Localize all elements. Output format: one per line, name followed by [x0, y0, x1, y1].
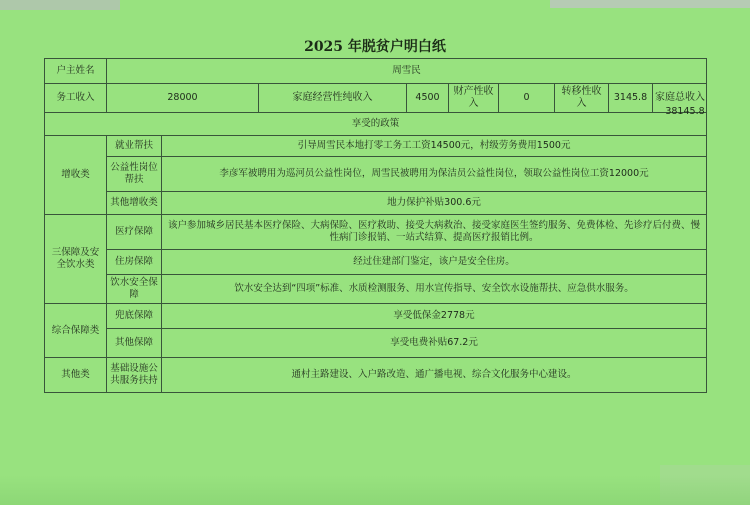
- policy-label: 公益性岗位帮扶: [107, 157, 162, 192]
- policy-label: 基础设施公共服务扶持: [107, 358, 162, 393]
- category-increase: 增收类: [45, 136, 107, 215]
- policy-content: 通村主路建设、入户路改造、通广播电视、综合文化服务中心建设。: [162, 358, 707, 393]
- family-income-label: 家庭经营性纯收入: [259, 84, 407, 113]
- table-row: [45, 215, 707, 250]
- property-income-value: 0: [499, 84, 555, 113]
- background-corner: [550, 0, 750, 8]
- policy-content: 李彦军被聘用为巡河员公益性岗位，周雪民被聘用为保洁员公益性岗位，领取公益性岗位工资12000元: [162, 157, 707, 192]
- property-income-label: 财产性收入: [449, 84, 499, 113]
- policy-label: 住房保障: [107, 250, 162, 275]
- policy-content: 地力保护补贴300.6元: [162, 192, 707, 215]
- policy-content: 引导周雪民本地打零工务工工资14500元，村级劳务费用1500元: [162, 136, 707, 157]
- table-row: [45, 59, 707, 84]
- table-row: [45, 192, 707, 215]
- transfer-income-value: 3145.8: [609, 84, 653, 113]
- table-row: [45, 304, 707, 329]
- background-shade: [0, 475, 750, 505]
- policy-content: 该户参加城乡居民基本医疗保险、大病保险、医疗救助、接受大病救治、接受家庭医生签约服务、免费体检、先诊疗后付费、慢性病门诊报销、一站式结算、提高医疗报销比例。: [162, 215, 707, 250]
- table-row: [45, 358, 707, 393]
- policy-label: 饮水安全保障: [107, 275, 162, 304]
- head-name-label: 户主姓名: [45, 59, 107, 84]
- category-comprehensive: 综合保障类: [45, 304, 107, 358]
- policy-label: 其他增收类: [107, 192, 162, 215]
- background-corner: [0, 0, 120, 10]
- table-row: [45, 84, 707, 113]
- policy-label: 就业帮扶: [107, 136, 162, 157]
- wage-income-value: 28000: [107, 84, 259, 113]
- category-security: 三保障及安全饮水类: [45, 215, 107, 304]
- head-name-value: 周雪民: [107, 59, 707, 84]
- policy-content: 享受电费补贴67.2元: [162, 329, 707, 358]
- table-row: [45, 136, 707, 157]
- table-row: [45, 275, 707, 304]
- policies-header: 享受的政策: [45, 113, 707, 136]
- policy-content: 享受低保金2778元: [162, 304, 707, 329]
- table-row: [45, 113, 707, 136]
- policy-content: 饮水安全达到“四项”标准、水质检测服务、用水宣传指导、安全饮水设施帮扶、应急供水服务。: [162, 275, 707, 304]
- policy-label: 医疗保障: [107, 215, 162, 250]
- transfer-income-label: 转移性收入: [555, 84, 609, 113]
- policy-label: 其他保障: [107, 329, 162, 358]
- wage-income-label: 务工收入: [45, 84, 107, 113]
- category-other: 其他类: [45, 358, 107, 393]
- total-income-value: 38145.8: [665, 106, 705, 117]
- family-income-value: 4500: [407, 84, 449, 113]
- total-income-label: 家庭总收入: [655, 92, 705, 103]
- document-title: 2025 年脱贫户明白纸: [304, 39, 446, 55]
- table-row: [45, 250, 707, 275]
- policy-table: [44, 58, 707, 393]
- table-row: [45, 157, 707, 192]
- table-row: [45, 329, 707, 358]
- policy-label: 兜底保障: [107, 304, 162, 329]
- policy-content: 经过住建部门鉴定，该户是安全住房。: [162, 250, 707, 275]
